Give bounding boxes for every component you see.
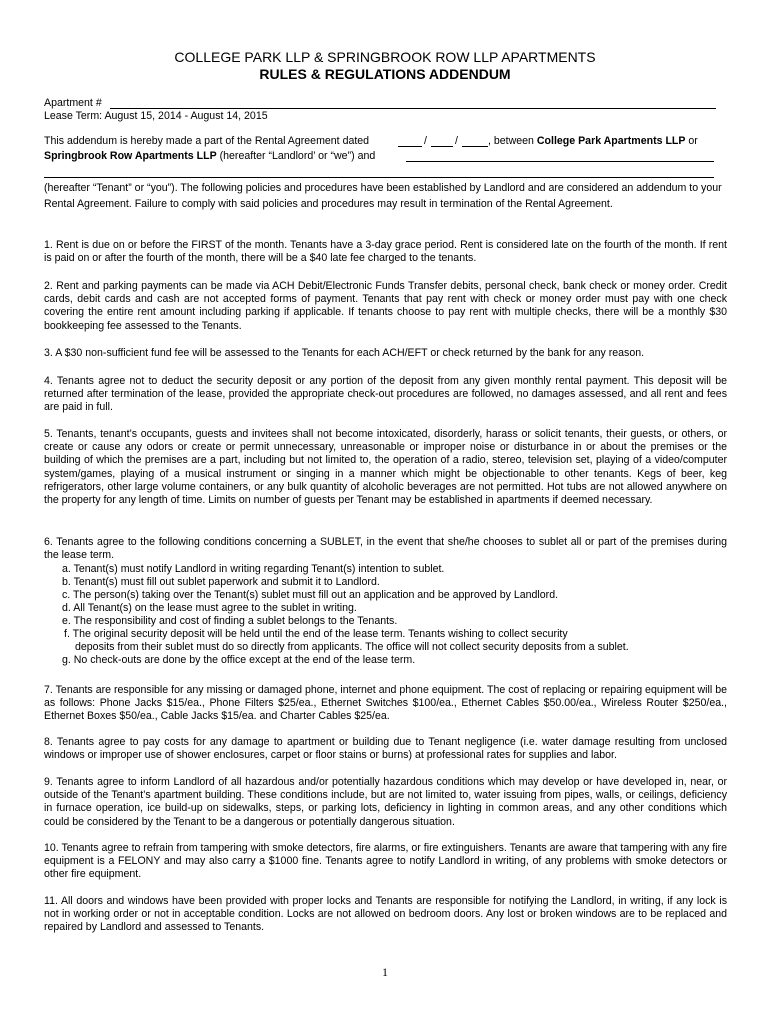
intro-paragraph: (hereafter “Tenant” or “you”). The following policies and procedures have been established by Landlord and are considered an addendum to your Rental Agreement. Failure to comply with said policies and procedures may result in termination of the Rental Agreement. [44,182,722,210]
sublet-item-c: c. The person(s) taking over the Tenant(s) sublet must fill out an application and be approved by Landlord. [62,589,559,601]
tenant-name-blank-2[interactable] [44,177,714,178]
rule-10: 10. Tenants agree to refrain from tampering with smoke detectors, fire alarms, or fire extinguishers. Tenants are aware that tampering with any fire equipment is a FELONY and may also carry a $1000 fine. Tenants agree to notify Landlord in writing, of any problems with smoke detectors or other fire equipment. [44,842,727,881]
sublet-item-b: b. Tenant(s) must fill out sublet paperwork and submit it to Landlord. [62,576,380,588]
rule-11: 11. All doors and windows have been provided with proper locks and Tenants are responsible for notifying the Landlord, in writing, if any lock is not in working order or not in acceptable condition. Locks are not allowed on bedroom doors. Any lost or broken windows are to be replaced and repaired by Landlord and assessed to Tenants. [44,895,727,934]
rule-1: 1. Rent is due on or before the FIRST of the month. Tenants have a 3-day grace period. Rent is considered late on the fourth of the month. If rent is paid on or after the fourth of the month, there will be a $40 late fee charged to the tenants. [44,239,727,265]
rule-7: 7. Tenants are responsible for any missing or damaged phone, internet and phone equipment. The cost of replacing or repairing equipment will be as follows: Phone Jacks $15/ea., Phone Filters $25/ea., Ethernet Switches $100/ea., Ethernet Cables $50.00/ea., Wireless Router $250/ea., Ethernet Boxes $50/ea., Cable Jacks $15/ea. and Charter Cables $25/ea. [44,684,727,723]
rule-3: 3. A $30 non-sufficient fund fee will be assessed to the Tenants for each ACH/EFT or check returned by the bank for any reason. [44,347,645,359]
intro-line-1-end [488,135,698,148]
rule-5: 5. Tenants, tenant’s occupants, guests and invitees shall not become intoxicated, disorderly, harass or solicit tenants, their guests, or others, or create or cause any odors or create or permit unnecessary, unreasonable or improper noise or disturbance in or about the premises or the building of which the premises are a part, including but not limited to, the operation of a radio, stereo, television set, playing of a video/computer system/games, playing of a musical instrument or singing in a manner which might be objectionable to other tenants. Kegs of beer, keg refrigerators, other large volume containers, or any bulk quantity of alcoholic beverages are not permitted. Hot tubs are not allowed anywhere on the property for any length of time. Limits on number of guests per Tenant may be established in apartments if deemed necessary. [44,428,727,507]
rule-2: 2. Rent and parking payments can be made via ACH Debit/Electronic Funds Transfer debits, personal check, bank check or money order. Credit cards, debit cards and cash are not accepted forms of payment. Tenants that pay rent with check or money order must pay with one check covering the entire rent amount including parking if applicable. If tenants choose to pay rent with multiple checks, there will be a monthly $30 bookkeeping fee assessed to the Tenants. [44,280,727,332]
document-subtitle: RULES & REGULATIONS ADDENDUM [259,66,511,82]
sublet-item-g: g. No check-outs are done by the office except at the end of the lease term. [62,654,416,666]
intro-line-1 [44,135,369,148]
intro-text-or: or [688,135,698,147]
date-day-blank[interactable] [431,146,453,147]
tenant-name-blank-1[interactable] [406,161,714,162]
sublet-item-f-continued: deposits from their sublet must do so directly from applicants. The office will not collect security deposits from a sublet. [75,641,629,653]
intro-text-landlord: (hereafter “Landlord’ or “we”) and [219,150,376,162]
document-title: COLLEGE PARK LLP & SPRINGBROOK ROW LLP APARTMENTS [174,49,596,65]
sublet-item-a: a. Tenant(s) must notify Landlord in writing regarding Tenant(s) intention to sublet. [62,563,445,575]
sublet-item-d: d. All Tenant(s) on the lease must agree to the sublet in writing. [62,602,357,614]
page-number: 1 [382,965,388,979]
apartment-label: Apartment # [44,97,102,109]
date-slash-1: / [424,135,427,147]
apartment-number-blank[interactable] [110,108,716,109]
sublet-item-e: e. The responsibility and cost of finding a sublet belongs to the Tenants. [62,615,398,627]
company-name-college-park: College Park Apartments LLP [536,135,686,147]
date-slash-2: / [455,135,458,147]
lease-term: Lease Term: August 15, 2014 - August 14, 2015 [44,110,268,122]
sublet-item-f: f. The original security deposit will be held until the end of the lease term. Tenants wishing to collect security [64,628,568,640]
date-year-blank[interactable] [462,146,488,147]
company-name-springbrook: Springbrook Row Apartments LLP [44,150,217,162]
rule-6: 6. Tenants agree to the following conditions concerning a SUBLET, in the event that she/he chooses to sublet all or part of the premises during the lease term. [44,536,727,562]
rule-9: 9. Tenants agree to inform Landlord of all hazardous and/or potentially hazardous conditions which may develop or have developed in, near, or outside of the Tenant’s apartment building. These conditions include, but are not limited to, water issuing from pipes, walls, or ceilings, deficiency in furnace operation, ice build-up on sidewalks, steps, or parking lots, deficiency in lighting in common areas, and any other conditions which could be considered by the Tenant to be a dangerous or potentially dangerous situation. [44,776,727,828]
intro-text-a: This addendum is hereby made a part of the Rental Agreement dated [44,135,370,147]
intro-text-between: , between [488,135,534,147]
date-month-blank[interactable] [398,146,422,147]
rule-4: 4. Tenants agree not to deduct the security deposit or any portion of the deposit from any given monthly rental payment. This deposit will be returned after termination of the lease, provided the appropriate check-out procedures are followed, no damages assessed, and all rent and fees are paid in full. [44,375,727,414]
rule-8: 8. Tenants agree to pay costs for any damage to apartment or building due to Tenant negligence (i.e. water damage resulting from unclosed windows or improper use of shower enclosures, carpet or floor stains or burns) at professional rates for supplies and labor. [44,736,727,762]
intro-line-2 [44,150,375,163]
